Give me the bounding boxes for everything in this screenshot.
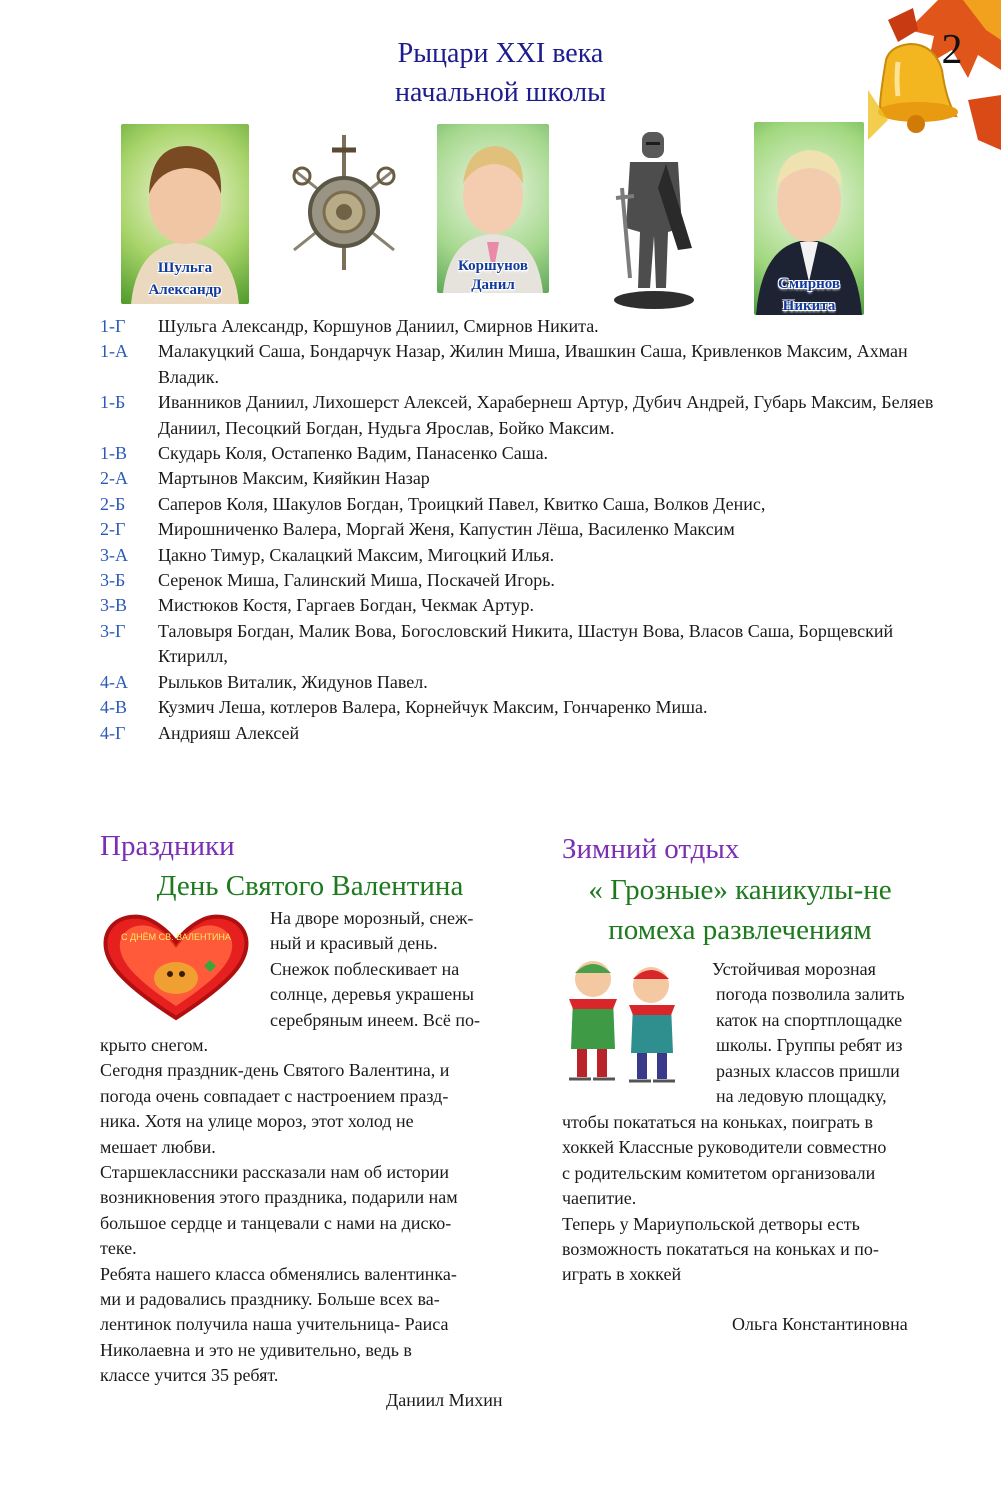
- text-line: разных классов пришли: [716, 1060, 900, 1081]
- right-article-author: Ольга Константиновна: [732, 1314, 908, 1334]
- roster-row: [100, 543, 960, 568]
- roster-row: [100, 568, 960, 593]
- text-line: Сегодня праздник-день Святого Валентина, и: [100, 1060, 450, 1081]
- text-line: погода позволила залить: [716, 984, 905, 1005]
- student-names: Мирошниченко Валера, Моргай Женя, Капустин Лёша, Василенко Максим: [158, 519, 735, 540]
- winter-article-title-line1: « Грозные» каникулы-не: [588, 874, 892, 906]
- class-label: 1-А: [100, 341, 128, 362]
- roster-row: [100, 721, 960, 746]
- text-line: лентинок получила наша учительница- Раиса: [100, 1314, 449, 1335]
- roster-row: [100, 466, 960, 491]
- roster-row: [100, 339, 960, 390]
- photo-caption-1-line2: Александр: [148, 282, 222, 298]
- roster-row: [100, 670, 960, 695]
- valentine-text-body: [100, 1033, 540, 1389]
- valentine-article-title: День Святого Валентина: [156, 870, 464, 902]
- text-line: ника. Хотя на улице мороз, этот холод не: [100, 1111, 414, 1132]
- photo-caption-2-line1: Коршунов: [457, 258, 528, 274]
- student-names: Цакно Тимур, Скалацкий Максим, Мигоцкий Илья.: [158, 544, 555, 565]
- class-label: 2-Г: [100, 519, 126, 540]
- student-names: Шульга Александр, Коршунов Даниил, Смирнов Никита.: [158, 316, 599, 336]
- winter-text-beside: [712, 957, 962, 1109]
- text-line: Ребята нашего класса обменялись валентинка-: [100, 1263, 457, 1284]
- text-line: Снежок поблескивает на: [270, 958, 460, 979]
- winter-article-title-line2: помеха развлечениям: [608, 914, 872, 946]
- class-label: 3-Б: [100, 570, 126, 591]
- bell-leaves-decoration: [868, 0, 1001, 150]
- knights-roster: [100, 314, 960, 746]
- text-line: большое сердце и танцевали с нами на диско-: [100, 1212, 452, 1233]
- text-line: классе учится 35 ребят.: [100, 1365, 279, 1386]
- student-names: Рыльков Виталик, Жидунов Павел.: [158, 671, 428, 692]
- text-line: Старшеклассники рассказали нам об истории: [100, 1162, 450, 1183]
- text-line: ный и красивый день.: [270, 933, 438, 954]
- photo-boy-3: [754, 122, 864, 315]
- student-names: Иванников Даниил, Лихошерст Алексей, Харабернеш Артур, Дубич Андрей, Губарь Максим, Беляев Даниил, Песоцкий Богдан, Нудьга Ярослав, Бойко Максим.: [158, 392, 934, 438]
- text-line: чаепитие.: [562, 1188, 637, 1209]
- text-line: На дворе морозный, снеж-: [270, 908, 474, 928]
- class-label: 4-Г: [100, 722, 126, 743]
- photo-boy-1: [121, 124, 249, 304]
- holidays-section-title: Праздники: [100, 830, 235, 862]
- roster-row: [100, 314, 960, 339]
- class-label: 3-А: [100, 544, 128, 565]
- roster-row: [100, 593, 960, 618]
- roster-row: [100, 695, 960, 720]
- text-line: Николаевна и это не удивительно, ведь в: [100, 1339, 412, 1360]
- roster-row: [100, 492, 960, 517]
- class-label: 3-В: [100, 595, 127, 616]
- text-line: Устойчивая морозная: [712, 959, 876, 979]
- student-names: Кузмич Леша, котлеров Валера, Корнейчук Максим, Гончаренко Миша.: [158, 697, 708, 718]
- class-label: 4-В: [100, 697, 127, 718]
- class-label: 3-Г: [100, 620, 126, 641]
- roster-row: [100, 390, 960, 441]
- class-label: 4-А: [100, 671, 128, 692]
- student-names: Малакуцкий Саша, Бондарчук Назар, Жилин Миша, Ивашкин Саша, Кривленков Максим, Ахман Владик.: [158, 341, 908, 387]
- text-line: Теперь у Мариупольской детворы есть: [562, 1213, 860, 1234]
- class-label: 1-Г: [100, 316, 126, 336]
- text-line: серебряным инеем. Всё по-: [270, 1009, 480, 1030]
- student-names: Мистюков Костя, Гаргаев Богдан, Чекмак Артур.: [158, 595, 534, 616]
- student-names: Мартынов Максим, Кияйкин Назар: [158, 468, 430, 489]
- student-names: Серенок Миша, Галинский Миша, Поскачей Игорь.: [158, 570, 555, 591]
- text-line: возникновения этого праздника, подарили нам: [100, 1187, 458, 1208]
- text-line: крыто снегом.: [100, 1035, 209, 1055]
- text-line: на ледовую площадку,: [716, 1086, 887, 1107]
- text-line: мешает любви.: [100, 1136, 216, 1157]
- student-names: Андрияш Алексей: [158, 722, 300, 743]
- text-line: школы. Группы ребят из: [716, 1035, 903, 1056]
- text-line: чтобы покататься на коньках, поиграть в: [562, 1112, 874, 1132]
- knight-statue-icon: [608, 128, 700, 310]
- winter-text-body: [562, 1110, 982, 1288]
- class-label: 2-Б: [100, 493, 126, 514]
- text-line: играть в хоккей: [562, 1264, 682, 1285]
- text-line: каток на спортплощадке: [716, 1009, 903, 1030]
- roster-row: [100, 441, 960, 466]
- left-article-author: Даниил Михин: [386, 1390, 503, 1410]
- photo-caption-3-line1: Смирнов: [778, 276, 840, 292]
- page-number: 2: [941, 27, 963, 73]
- winter-section-title: Зимний отдых: [562, 833, 740, 865]
- text-line: солнце, деревья украшены: [270, 984, 474, 1005]
- class-label: 1-В: [100, 443, 127, 464]
- roster-row: [100, 619, 960, 670]
- shield-swords-icon: [284, 130, 404, 275]
- photo-boy-2: [437, 124, 549, 293]
- text-line: теке.: [100, 1238, 137, 1259]
- student-names: Таловыря Богдан, Малик Вова, Богословский Никита, Шастун Вова, Власов Саша, Борщевский Ктирилл,: [158, 620, 894, 667]
- valentine-heart-card-icon: [100, 910, 252, 1022]
- photo-caption-3-line2: Никита: [782, 298, 836, 314]
- student-names: Скударь Коля, Остапенко Вадим, Панасенко Саша.: [158, 443, 549, 464]
- student-names: Саперов Коля, Шакулов Богдан, Троицкий Павел, Квитко Саша, Волков Денис,: [158, 493, 766, 514]
- page-title: Рыцари XXI века: [397, 38, 604, 69]
- class-label: 1-Б: [100, 392, 126, 413]
- text-line: ми и радовались празднику. Больше всех ва-: [100, 1289, 440, 1310]
- photo-caption-2-line2: Данил: [471, 277, 515, 293]
- boy-portrait-icon: [121, 124, 249, 304]
- roster-row: [100, 517, 960, 542]
- page-subtitle: начальной школы: [395, 77, 606, 108]
- text-line: погода очень совпадает с настроением празд-: [100, 1085, 449, 1106]
- text-line: хоккей Классные руководители совместно: [562, 1137, 887, 1158]
- text-line: с родительским комитетом организовали: [562, 1162, 876, 1183]
- class-label: 2-А: [100, 468, 128, 489]
- text-line: возможность покататься на коньках и по-: [562, 1239, 879, 1260]
- valentine-text-beside: [270, 906, 530, 1033]
- photo-caption-1-line1: Шульга: [157, 260, 213, 276]
- card-text: С ДНЁМ СВ. ВАЛЕНТИНА: [121, 932, 231, 942]
- skating-children-icon: [553, 955, 693, 1095]
